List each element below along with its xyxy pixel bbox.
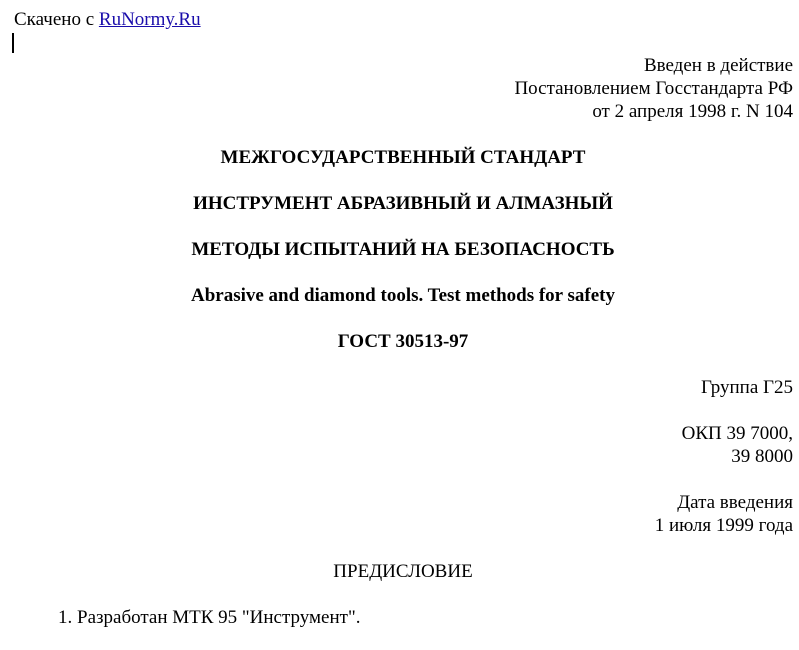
interstate-standard-heading: МЕЖГОСУДАРСТВЕННЫЙ СТАНДАРТ (220, 147, 586, 168)
intro-line-3: от 2 апреля 1998 г. N 104 (592, 101, 793, 122)
group-label: Группа Г25 (700, 377, 793, 398)
standard-subtitle-heading: МЕТОДЫ ИСПЫТАНИЙ НА БЕЗОПАСНОСТЬ (191, 239, 615, 260)
text-cursor (12, 33, 14, 53)
download-prefix-text: Скачено с (14, 9, 99, 30)
preface-item-1: 1. Разработан МТК 95 "Инструмент". (58, 607, 361, 628)
effective-date-value: 1 июля 1999 года (654, 515, 793, 536)
effective-date-label: Дата введения (677, 492, 793, 513)
intro-line-1: Введен в действие (643, 55, 793, 76)
runormy-link[interactable]: RuNormy.Ru (98, 9, 201, 30)
okp-line-2: 39 8000 (731, 446, 793, 467)
standard-name-heading: ИНСТРУМЕНТ АБРАЗИВНЫЙ И АЛМАЗНЫЙ (193, 193, 613, 214)
download-source-line (14, 9, 201, 31)
preface-heading: ПРЕДИСЛОВИЕ (333, 561, 473, 582)
intro-line-2: Постановлением Госстандарта РФ (514, 78, 793, 99)
okp-line-1: ОКП 39 7000, (681, 423, 793, 444)
english-title-heading: Abrasive and diamond tools. Test methods for safety (190, 285, 616, 306)
gost-code-heading: ГОСТ 30513-97 (337, 331, 469, 352)
